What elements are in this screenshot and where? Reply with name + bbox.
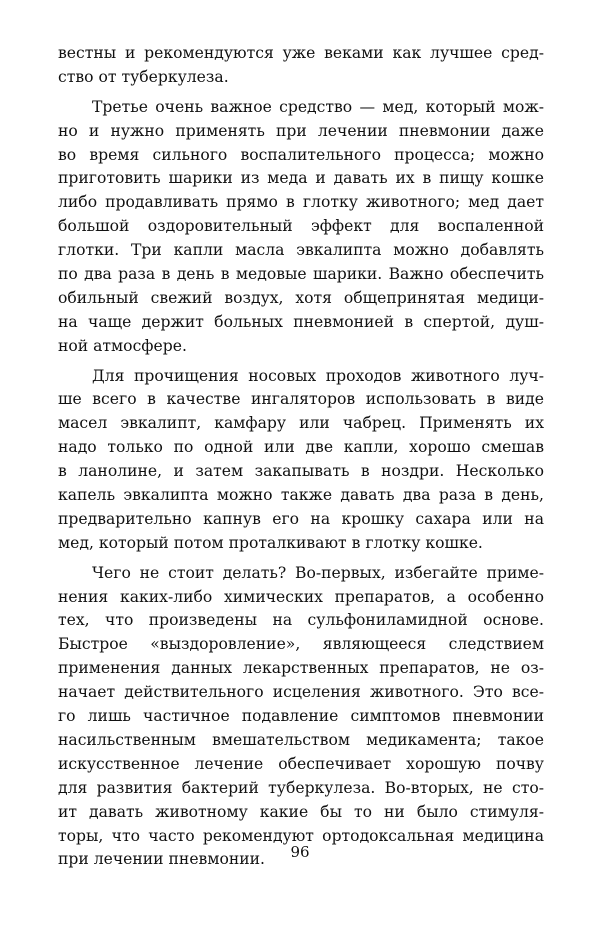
text-line: масел эвкалипт, камфару или чабрец. Применять их	[58, 414, 544, 433]
text-line: надо только по одной или две капли, хорошо смешав	[58, 438, 544, 457]
paragraph-4	[58, 562, 544, 873]
text-line: насильственным вмешательством медикамента; такое	[58, 730, 544, 749]
text-line: ше всего в качестве ингаляторов использовать в виде	[58, 390, 544, 409]
text-line: глотки. Три капли масла эвкалипта можно добавлять	[58, 241, 544, 260]
text-line: предварительно капнув его на крошку сахара или на	[58, 509, 544, 528]
text-line: ит давать животному какие бы то ни было стимуля-	[58, 802, 544, 821]
page-number: 96	[290, 843, 310, 861]
text-line: го лишь частичное подавление симптомов пневмонии	[58, 707, 544, 726]
text-line: по два раза в день в медовые шарики. Важно обеспечить	[58, 265, 544, 284]
text-line: в ланолине, и затем закапывать в ноздри. Несколько	[58, 462, 544, 481]
text-line: во время сильного воспалительного процесса; можно	[58, 145, 544, 164]
text-line: но и нужно применять при лечении пневмонии даже	[58, 121, 544, 140]
text-line: тех, что произведены на сульфониламидной основе.	[58, 611, 544, 630]
text-line: на чаще держит больных пневмонией в спертой, душ-	[58, 312, 544, 331]
text-line: Быстрое «выздоровление», являющееся следствием	[58, 635, 544, 654]
text-line: искусственное лечение обеспечивает хорошую почву	[58, 754, 544, 773]
text-line: при лечении пневмонии.	[58, 850, 265, 869]
paragraph-2	[58, 96, 544, 359]
text-line: Для прочищения носовых проходов животного луч-	[92, 366, 544, 385]
paragraph-1	[58, 42, 544, 90]
text-line: большой оздоровительный эффект для воспаленной	[58, 217, 544, 236]
text-line: приготовить шарики из меда и давать их в пищу кошке	[58, 169, 544, 188]
text-line: либо продавливать прямо в глотку животного; мед дает	[58, 193, 544, 212]
text-line: капель эвкалипта можно также давать два раза в день,	[58, 486, 544, 505]
text-line: нения каких-либо химических препаратов, а особенно	[58, 587, 544, 606]
paragraph-3	[58, 365, 544, 556]
text-line: Чего не стоит делать? Во-первых, избегайте приме-	[92, 563, 544, 582]
text-line: начает действительного исцеления животного. Это все-	[58, 683, 544, 702]
text-line: применения данных лекарственных препаратов, не оз-	[58, 659, 544, 678]
text-line: вестны и рекомендуются уже веками как лучшее сред-	[58, 44, 544, 62]
text-line: торы, что часто рекомендуют ортодоксальная медицина	[58, 826, 544, 845]
text-line: мед, который потом проталкивают в глотку кошке.	[58, 533, 483, 552]
text-line: ной атмосфере.	[58, 336, 187, 355]
text-line: Третье очень важное средство — мед, который мож-	[92, 97, 544, 116]
body-text	[58, 42, 544, 872]
text-line: ство от туберкулеза.	[58, 67, 229, 86]
text-line: для развития бактерий туберкулеза. Во-вторых, не сто-	[58, 778, 544, 797]
text-line: обильный свежий воздух, хотя общепринятая медици-	[58, 288, 544, 307]
